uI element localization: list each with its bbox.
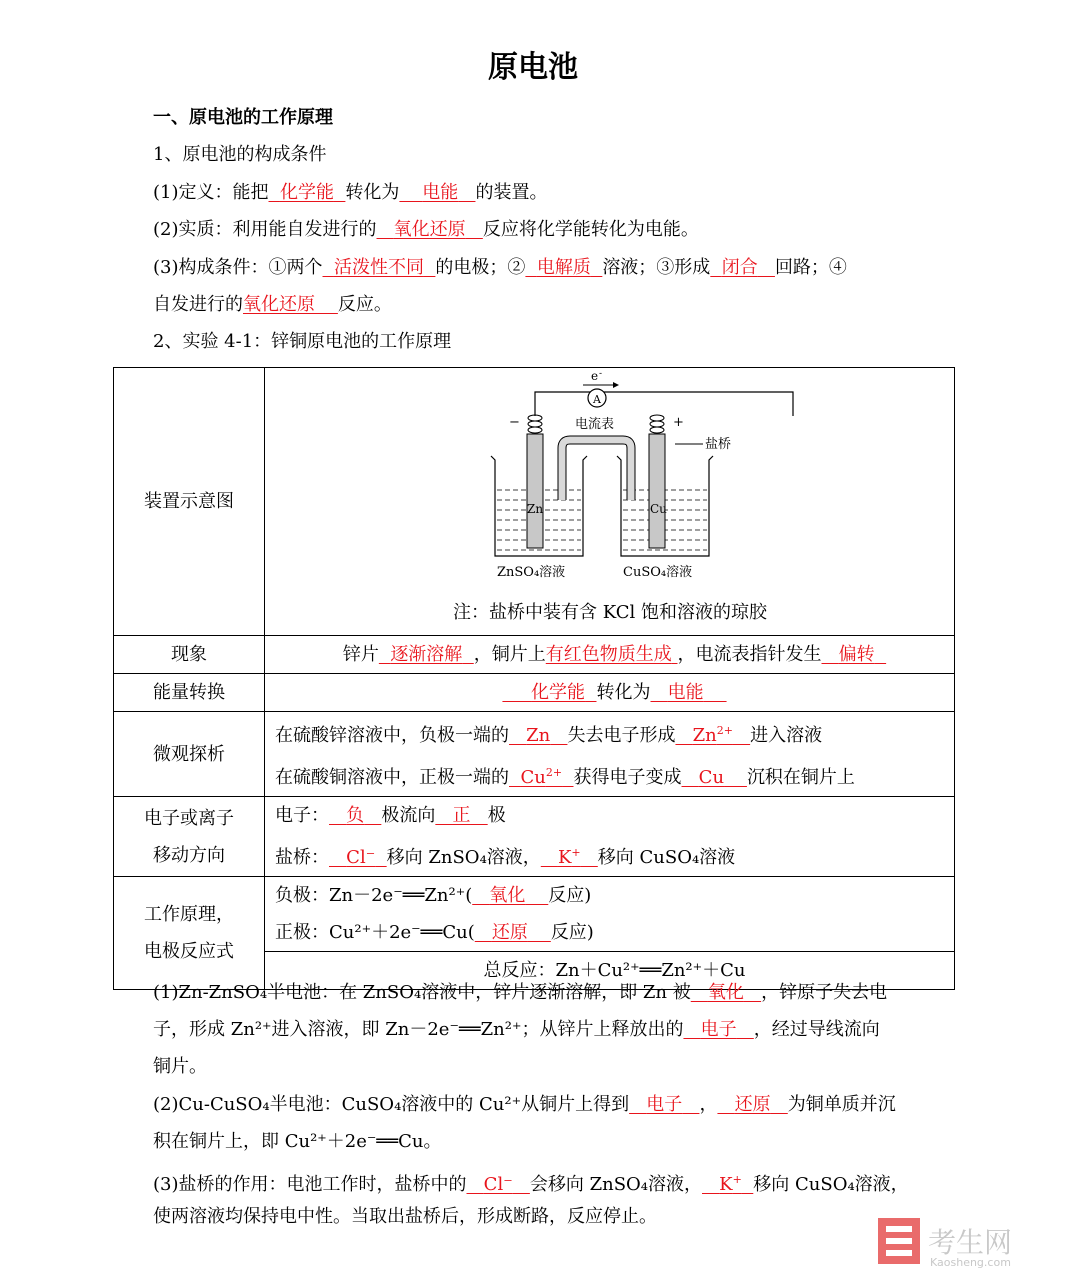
answer-blank: 氧化还原 (393, 219, 466, 240)
diagram-cell (265, 368, 955, 636)
answer-blank: 活泼性不同 (333, 257, 424, 278)
section-heading: 一、原电池的工作原理 (153, 107, 333, 128)
essence-line (153, 218, 933, 242)
row-label-phenomenon: 现象 (114, 636, 265, 674)
zn-label: Zn (527, 502, 544, 516)
anode-equation: 负极：Zn－2e⁻══Zn²⁺( 氧化 反应) (275, 885, 592, 906)
answer-blank: 电能 (422, 182, 459, 203)
text: 溶液；③形成 (602, 257, 711, 278)
logo-icon (876, 1212, 1046, 1272)
text: 回路；④ (774, 257, 847, 278)
subsection-heading-2: 2、实验 4-1：锌铜原电池的工作原理 (153, 331, 452, 352)
para1-line1: (1)Zn-ZnSO₄半电池：在 ZnSO₄溶液中，锌片逐渐溶解，即 Zn 被 氧化 ，锌原子失去电 (153, 982, 888, 1003)
answer-blank: 闭合 (721, 257, 758, 278)
micro-cell (265, 712, 955, 797)
plus-sign: + (673, 415, 684, 430)
cathode-equation: 正极：Cu²⁺＋2e⁻══Cu( 还原 反应) (275, 922, 594, 943)
salt-bridge-label: 盐桥 (705, 437, 732, 452)
para2-line1: (2)Cu-CuSO₄半电池：CuSO₄溶液中的 Cu²⁺从铜片上得到 电子 ， 还原 为铜单质并沉 (153, 1094, 896, 1115)
row-label-energy: 能量转换 (114, 674, 265, 712)
movement-line-1: 电子： 负 极流向 正 极 (275, 805, 506, 826)
right-solution-label: CuSO₄溶液 (623, 565, 693, 580)
text: (3)构成条件：①两个 (153, 257, 323, 278)
answer-blank: 氧化还原 (243, 294, 315, 315)
row-label-diagram: 装置示意图 (114, 368, 265, 636)
electron-label: e (591, 369, 599, 383)
left-solution-label: ZnSO₄溶液 (497, 565, 566, 580)
experiment-table (113, 367, 955, 990)
micro-line-1: 在硫酸锌溶液中，负极一端的 Zn 失去电子形成 $Zn^{2+}$ 进入溶液 (275, 724, 823, 746)
watermark-text: 考生网 (928, 1226, 1013, 1259)
diagram-note: 注：盐桥中装有含 KCl 饱和溶液的琼胶 (453, 602, 767, 623)
watermark-logo (876, 1212, 1046, 1272)
text: 反应将化学能转化为电能。 (482, 219, 699, 240)
conditions-line-2 (153, 293, 933, 317)
watermark-sub: Kaosheng.com (930, 1256, 1011, 1269)
text: 转化为 (345, 182, 400, 203)
electron-sup: - (599, 369, 603, 379)
text: 反应。 (337, 294, 392, 315)
galvanic-cell-diagram (265, 368, 955, 593)
answer-blank: 电解质 (536, 257, 591, 278)
page-title: 原电池 (488, 50, 578, 85)
cu-label: Cu (650, 502, 667, 516)
principle-cell (265, 877, 955, 952)
row-label-principle: 工作原理， 电极反应式 (114, 877, 265, 990)
ammeter-label: 电流表 (575, 417, 615, 432)
para3-line1: (3)盐桥的作用：电池工作时，盐桥中的 Cl⁻ 会移向 ZnSO₄溶液， K+ 移向 CuSO₄溶液， (153, 1173, 909, 1195)
zinc-electrode (527, 434, 543, 548)
text: (2)实质：利用能自发进行的 (153, 219, 377, 240)
ammeter-symbol: A (593, 393, 601, 406)
para1-line2: 子，形成 Zn²⁺进入溶液，即 Zn－2e⁻══Zn²⁺；从锌片上释放出的 电子 ，经过导线流向 (153, 1019, 880, 1040)
text: 的电极；② (435, 257, 526, 278)
conditions-line-1 (153, 256, 933, 280)
movement-line-2: 盐桥： Cl⁻ 移向 ZnSO₄溶液， K+ 移向 CuSO₄溶液 (275, 846, 736, 868)
phenomenon-cell: 锌片 逐渐溶解 ，铜片上有红色物质生成 ，电流表指针发生 偏转 (265, 636, 955, 674)
row-label-micro: 微观探析 (114, 712, 265, 797)
row-label-movement: 电子或离子 移动方向 (114, 797, 265, 877)
energy-cell: 化学能 转化为 电能 (265, 674, 955, 712)
subsection-heading: 1、原电池的构成条件 (153, 144, 327, 165)
answer-blank: 化学能 (279, 182, 334, 203)
definition-line (153, 181, 933, 205)
text: 自发进行的 (153, 294, 243, 315)
copper-electrode (649, 434, 665, 548)
text: 的装置。 (475, 182, 548, 203)
minus-sign: − (509, 415, 520, 430)
micro-line-2: 在硫酸铜溶液中，正极一端的 $Cu^{2+}$ 获得电子变成 Cu 沉积在铜片上 (275, 766, 855, 788)
total-reaction: 总反应：Zn＋Cu²⁺══Zn²⁺＋Cu (265, 952, 955, 990)
para1-line3: 铜片。 (153, 1056, 207, 1077)
para2-line2: 积在铜片上，即 Cu²⁺＋2e⁻══Cu。 (153, 1131, 442, 1152)
text: (1)定义：能把 (153, 182, 269, 203)
movement-cell (265, 797, 955, 877)
para3-line2: 使两溶液均保持电中性。当取出盐桥后，形成断路，反应停止。 (153, 1206, 657, 1227)
